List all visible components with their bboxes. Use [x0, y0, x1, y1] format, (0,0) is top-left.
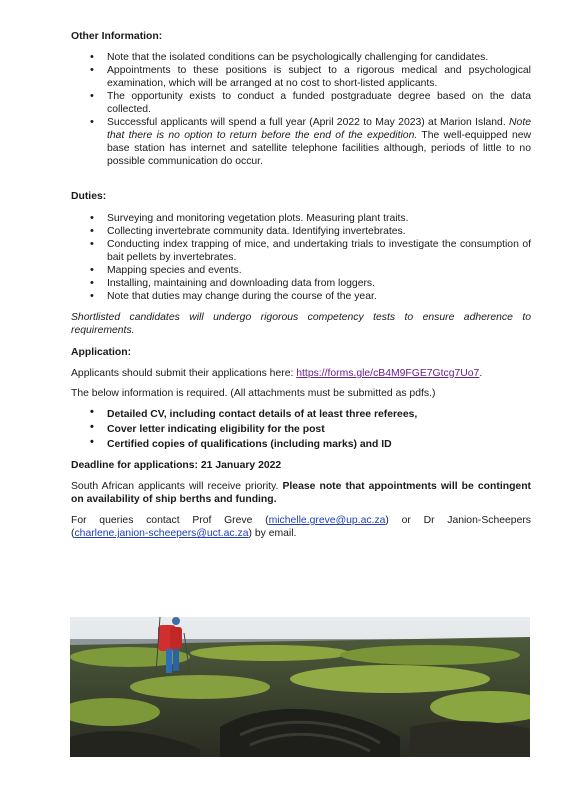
application-heading: Application:: [71, 347, 132, 358]
list-item: • The opportunity exists to conduct a funded postgraduate degree based on the data collected.: [71, 90, 531, 116]
deadline-text: Deadline for applications: 21 January 2022: [71, 460, 282, 471]
email-link-greve[interactable]: michelle.greve@up.ac.za: [268, 515, 386, 526]
required-info-text: The below information is required. (All attachments must be submitted as pdfs.): [71, 388, 436, 399]
submit-paragraph: [71, 367, 531, 380]
email-link-janion-scheepers[interactable]: charlene.janion-scheepers@uct.ac.za: [74, 528, 249, 539]
list-item: • Surveying and monitoring vegetation plots. Measuring plant traits.: [71, 212, 531, 225]
item-text: The well-equipped new base station has internet and satellite telephone facilities although, periods of little to no possible communication do occur.: [107, 130, 532, 167]
list-item: • Cover letter indicating eligibility for the post: [71, 421, 531, 436]
list-item: • Mapping species and events.: [71, 264, 531, 277]
item-text: Successful applicants will spend a full year (April 2022 to May 2023) at Marion Island.: [107, 117, 510, 128]
list-item: • Note that duties may change during the course of the year.: [71, 290, 531, 303]
priority-text: South African applicants will receive priority.: [71, 481, 283, 492]
field-photo: [70, 617, 530, 757]
list-item: • Certified copies of qualifications (including marks) and ID: [71, 436, 531, 451]
duties-heading: Duties:: [71, 191, 107, 202]
priority-bold-text: Please note that appointments will be contingent on availability of ship berths and funding.: [71, 481, 531, 505]
list-item: [71, 116, 531, 168]
list-item: • Appointments to these positions is subject to a rigorous medical and psychological examination, which will be arranged at no cost to short-listed applicants.: [71, 64, 531, 90]
query-text: ) by email.: [248, 528, 297, 539]
item-italic-text: Note that there is no option to return before the end of the expedition.: [107, 117, 531, 141]
submit-end: .: [479, 368, 483, 379]
list-item: • Conducting index trapping of mice, and undertaking trials to investigate the consumption of bait pellets by invertebrates.: [71, 238, 531, 264]
duties-list: [71, 212, 531, 303]
list-item: • Detailed CV, including contact details of at least three referees,: [71, 406, 531, 421]
list-item: • Collecting invertebrate community data. Identifying invertebrates.: [71, 225, 531, 238]
priority-paragraph: [71, 480, 531, 506]
query-text: For queries contact Prof Greve (: [71, 515, 269, 526]
other-information-heading: Other Information:: [71, 31, 163, 42]
submit-text: Applicants should submit their applications here:: [71, 368, 297, 379]
other-information-list: [71, 51, 531, 168]
document-page: [71, 30, 531, 540]
application-form-link[interactable]: https://forms.gle/cB4M9FGE7Gtcg7Uo7: [296, 368, 480, 379]
query-text: ) or Dr Janion-Scheepers (: [71, 515, 532, 539]
required-documents-list: [71, 406, 531, 451]
shortlist-note: Shortlisted candidates will undergo rigorous competency tests to ensure adherence to requirements.: [71, 312, 531, 336]
hiker-landscape-image: [70, 617, 530, 757]
list-item: • Installing, maintaining and downloading data from loggers.: [71, 277, 531, 290]
list-item: • Note that the isolated conditions can be psychologically challenging for candidates.: [71, 51, 531, 64]
queries-paragraph: [71, 514, 531, 540]
